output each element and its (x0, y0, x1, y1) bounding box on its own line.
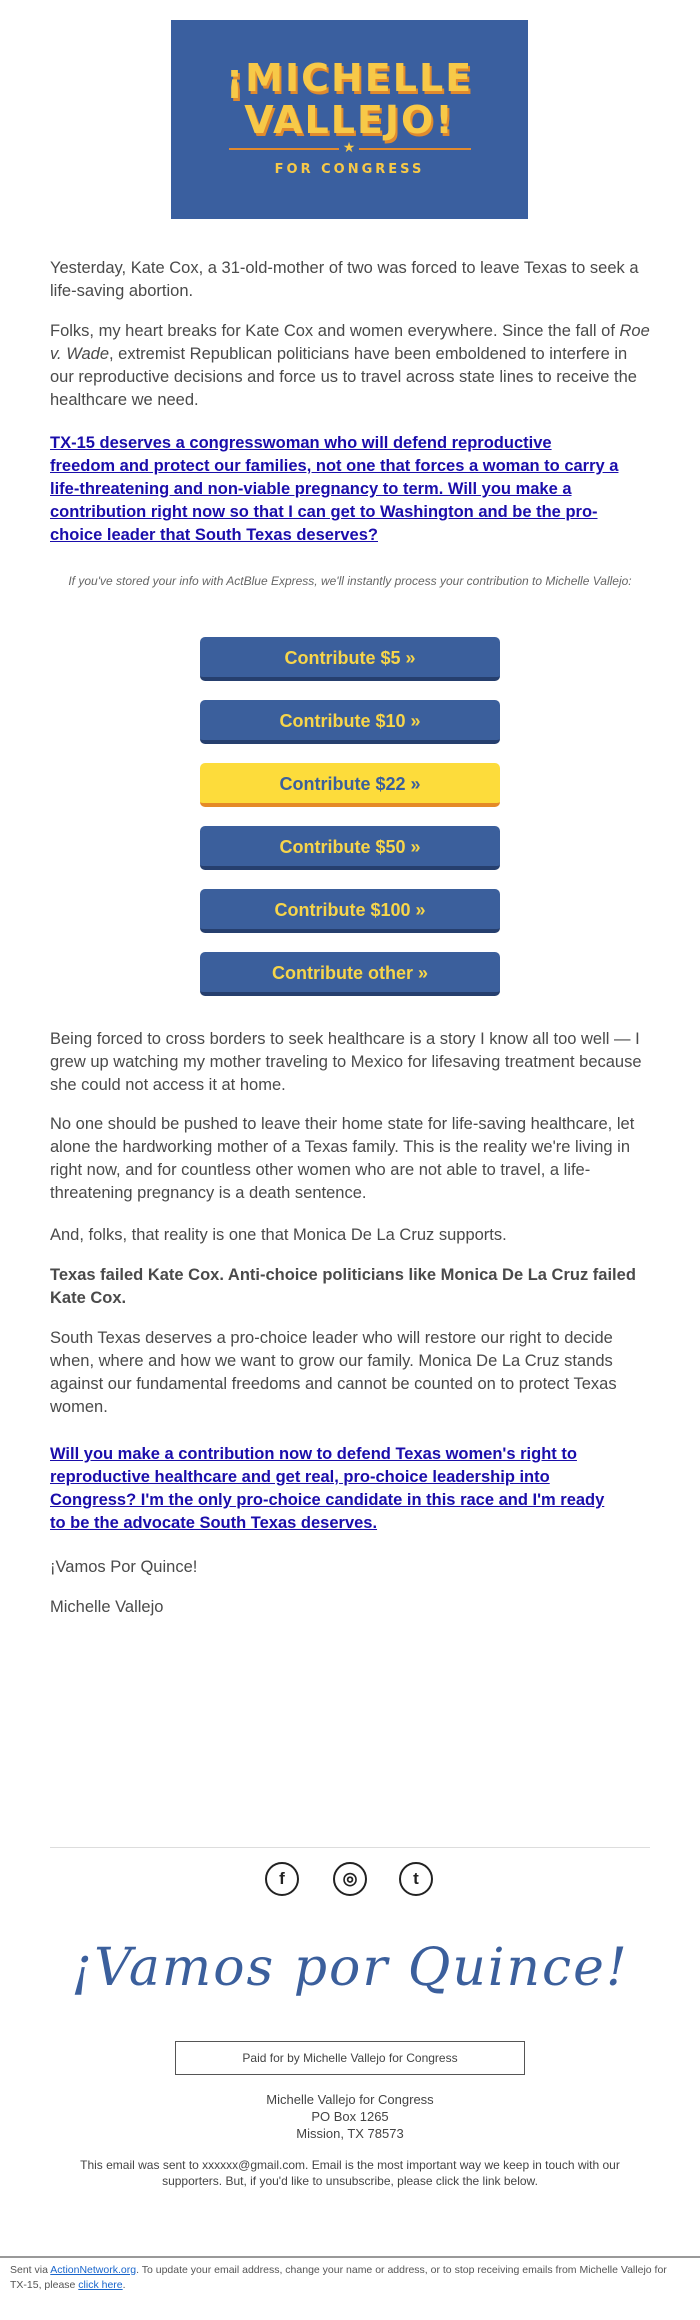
intro-paragraph-1: Yesterday, Kate Cox, a 31-old-mother of two was forced to leave Texas to seek a life-saving abortion. (50, 259, 639, 300)
contribute-50-button[interactable]: Contribute $50 » (200, 826, 500, 870)
footer-rule (0, 2256, 700, 2258)
campaign-logo (171, 20, 528, 219)
ask-link-2-anchor[interactable]: Will you make a contribution now to defend Texas women's right to reproductive healthcare and get real, pro-choice leadership into Congress? I'm the only pro-choice candidate in this race and I'm ready to be the advocate South Texas deserves. (50, 1445, 605, 1532)
instagram-icon[interactable]: ◎ (333, 1862, 367, 1896)
body-paragraph-5: South Texas deserves a pro-choice leader who will restore our right to decide when, where and how we want to grow our family. Monica De La Cruz stands against our fundamental freedoms and cannot be counted on to protect Texas women. (50, 1329, 617, 1416)
footer-text-a: Sent via (10, 2264, 51, 2276)
actionnetwork-link[interactable]: ActionNetwork.org (50, 2264, 137, 2276)
contribute-10-button[interactable]: Contribute $10 » (200, 700, 500, 744)
contribute-other-button[interactable]: Contribute other » (200, 952, 500, 996)
ask-link-1-anchor[interactable]: TX-15 deserves a congresswoman who will defend reproductive freedom and protect our families, not one that forces a woman to carry a life-threatening and non-viable pregnancy to term. Will you make a contribution right now so that I can get to Washington and be the pro-choice leader that South Texas deserves? (50, 434, 619, 544)
logo-subline: FOR CONGRESS (274, 162, 425, 177)
email-notice (55, 2157, 645, 2189)
vamos-por-quince-artwork: ¡Vamos por Quince! (71, 1938, 629, 1998)
footer-text-b: . To update your email address, change your name or address, or to stop receiving emails from Michelle Vallejo for TX-15, please (10, 2264, 667, 2291)
address-line-2: PO Box 1265 (311, 2109, 389, 2124)
contribute-22-button[interactable]: Contribute $22 » (200, 763, 500, 807)
body-paragraph-4: Texas failed Kate Cox. Anti-choice politicians like Monica De La Cruz failed Kate Cox. (50, 1266, 636, 1307)
address-line-1: Michelle Vallejo for Congress (266, 2092, 434, 2107)
contribute-5-button[interactable]: Contribute $5 » (200, 637, 500, 681)
logo-rule-right (359, 148, 471, 150)
email-notice-text-a: This email was sent to (80, 2158, 203, 2172)
footer-text (10, 2263, 680, 2293)
paid-for-disclaimer: Paid for by Michelle Vallejo for Congress (175, 2041, 525, 2075)
actblue-note: If you've stored your info with ActBlue Express, we'll instantly process your contribution to Michelle Vallejo: (68, 574, 632, 588)
recipient-email: xxxxxx@gmail.com (202, 2158, 306, 2172)
intro-p2-text-a: Folks, my heart breaks for Kate Cox and women everywhere. Since the fall of (50, 322, 620, 340)
signoff-name: Michelle Vallejo (50, 1598, 164, 1616)
logo-rule-left (229, 148, 339, 150)
email-notice-text-b: . Email is the most important way we keep in touch with our supporters. But, if you'd like to unsubscribe, please click the link below. (162, 2158, 620, 2188)
body-paragraph-2: No one should be pushed to leave their home state for life-saving healthcare, let alone the hardworking mother of a Texas family. This is the reality we're living in right now, and for countless other women who are not able to travel, a life-threatening pregnancy is a death sentence. (50, 1115, 635, 1202)
intro-p2-text-b: , extremist Republican politicians have been emboldened to interfere in our reproductive decisions and force us to travel across state lines to receive the healthcare we need. (50, 345, 637, 409)
intro-paragraph-2 (50, 320, 650, 412)
footer-divider (50, 1847, 650, 1848)
address-line-3: Mission, TX 78573 (296, 2126, 404, 2141)
contribute-100-button[interactable]: Contribute $100 » (200, 889, 500, 933)
logo-line1: ¡MICHELLE (225, 56, 474, 100)
texas-star-icon: ★ (342, 139, 356, 155)
footer-text-c: . (122, 2279, 126, 2291)
intro-p2-emphasis: Roe v. Wade (50, 322, 650, 363)
twitter-icon[interactable]: t (399, 1862, 433, 1896)
body-paragraph-3: And, folks, that reality is one that Monica De La Cruz supports. (50, 1226, 507, 1244)
body-paragraph-1: Being forced to cross borders to seek healthcare is a story I know all too well — I grew up watching my mother traveling to Mexico for lifesaving treatment because she could not access it at home. (50, 1030, 642, 1094)
logo-line2: VALLEJO! (244, 98, 455, 142)
ask-link-1 (50, 432, 620, 547)
ask-link-2 (50, 1443, 620, 1535)
signoff-slogan: ¡Vamos Por Quince! (50, 1558, 198, 1576)
facebook-icon[interactable]: f (265, 1862, 299, 1896)
unsubscribe-link[interactable]: click here (78, 2279, 123, 2291)
